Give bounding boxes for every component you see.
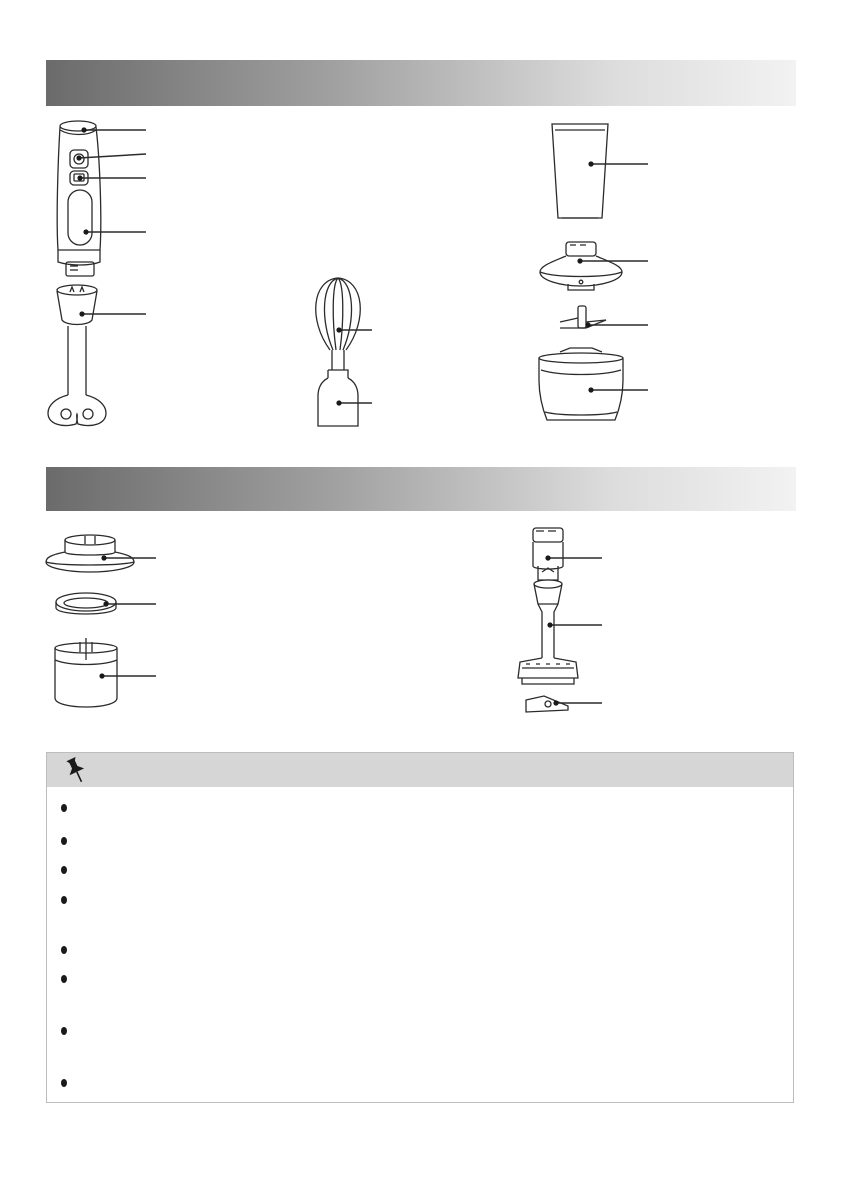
tip-bullet-1 xyxy=(61,804,67,812)
tip-bullet-7 xyxy=(61,1027,67,1035)
container-illustration xyxy=(55,638,117,707)
coupler-illustration xyxy=(46,535,134,572)
tip-bullet-3 xyxy=(61,866,67,874)
chopper-bowl-illustration xyxy=(539,348,623,420)
tip-bullet-2 xyxy=(61,837,67,845)
tip-bullet-6 xyxy=(61,975,67,983)
tip-bullet-5 xyxy=(61,946,67,954)
blending-shaft-illustration xyxy=(48,285,106,426)
tips-list xyxy=(47,787,793,1102)
tip-bullet-4 xyxy=(61,896,67,904)
pushpin-icon xyxy=(61,755,89,785)
chopper-lid-illustration xyxy=(540,242,622,290)
leader-lines xyxy=(79,130,648,703)
masher-shaft-illustration xyxy=(518,580,578,684)
tips-header xyxy=(47,753,793,787)
gearbox-illustration xyxy=(533,528,563,580)
beaker-illustration xyxy=(552,124,608,218)
clip-illustration xyxy=(526,696,568,712)
tips-box xyxy=(46,752,794,1103)
tip-bullet-8 xyxy=(61,1079,67,1087)
leader-dots xyxy=(76,127,593,705)
motor-unit-illustration xyxy=(57,121,101,276)
